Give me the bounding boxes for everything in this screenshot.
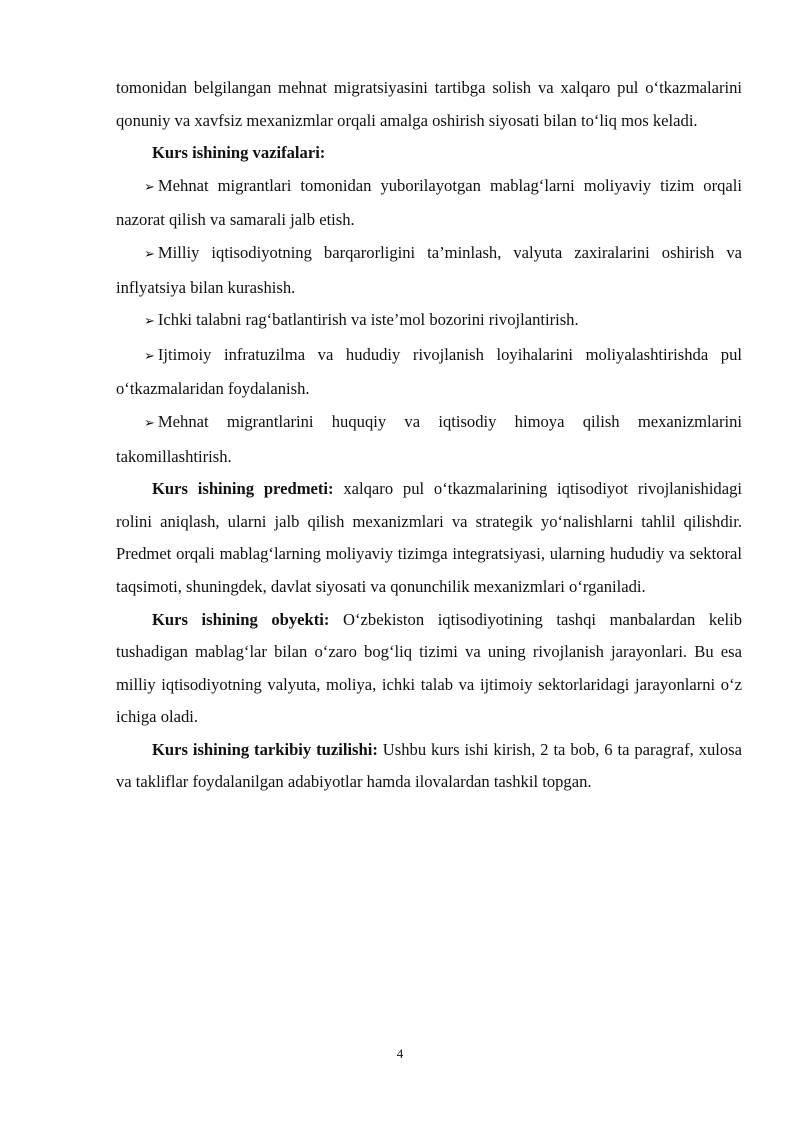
tasks-heading: Kurs ishining vazifalari: — [152, 143, 326, 163]
subject-text: xalqaro pul o‘tkazmalarining iqtisodiyot rivojlanishidagi rolini aniqlash, ularni jalb qilish mexanizmlari va strategik yo‘nalishlarni tahlil qilishdir. Predmet orqali mablag‘larning moliyaviy tizimga integratsiyasi, ularning hududiy va sektoral taqsimoti, shuningdek, davlat siyosati va qonunchilik mexanizmlari o‘rganiladi. — [116, 479, 742, 596]
structure-text: Ushbu kurs ishi kirish, 2 ta bob, 6 ta paragraf, xulosa va takliflar foydalanilgan adabiyotlar hamda ilovalardan tashkil topgan. — [116, 739, 742, 792]
document-page — [116, 72, 742, 799]
task-item-text: Milliy iqtisodiyotning barqarorligini ta’minlash, valyuta zaxiralarini oshirish va inflyatsiya bilan kurashish. — [116, 242, 742, 297]
page-number: 4 — [396, 1046, 404, 1061]
task-item-text: Mehnat migrantlari tomonidan yuborilayotgan mablag‘larni moliyaviy tizim orqali nazorat qilish va samarali jalb etish. — [116, 175, 742, 230]
task-item-4 — [116, 339, 742, 406]
task-item-2 — [116, 237, 742, 304]
intro-paragraph: tomonidan belgilangan mehnat migratsiyasini tartibga solish va xalqaro pul o‘tkazmalarini qonuniy va xavfsiz mexanizmlar orqali amalga oshirish siyosati bilan to‘liq mos keladi. — [116, 78, 742, 130]
object-paragraph — [116, 604, 742, 734]
task-item-3 — [116, 304, 742, 339]
arrow-bullet-icon: ➢ — [144, 246, 155, 262]
arrow-bullet-icon: ➢ — [144, 415, 155, 431]
structure-paragraph — [116, 734, 742, 799]
subject-label: Kurs ishining predmeti: — [152, 479, 334, 499]
tasks-heading-paragraph — [116, 137, 742, 170]
object-label: Kurs ishining obyekti: — [152, 609, 330, 629]
structure-label: Kurs ishining tarkibiy tuzilishi: — [152, 739, 378, 759]
task-item-text: Mehnat migrantlarini huquqiy va iqtisodiy himoya qilish mexanizmlarini takomillashtirish. — [116, 411, 742, 466]
task-item-1 — [116, 170, 742, 237]
arrow-bullet-icon: ➢ — [144, 348, 155, 364]
arrow-bullet-icon: ➢ — [144, 179, 155, 195]
task-item-text: Ichki talabni rag‘batlantirish va iste’mol bozorini rivojlantirish. — [157, 310, 579, 330]
object-text: O‘zbekiston iqtisodiyotining tashqi manbalardan kelib tushadigan mablag‘lar bilan o‘zaro bog‘liq tizimi va uning rivojlanish jarayonlari. Bu esa milliy iqtisodiyotning valyuta, moliya, ichki talab va ijtimoiy sektorlaridagi jarayonlarni o‘z ichiga oladi. — [116, 609, 742, 727]
arrow-bullet-icon: ➢ — [144, 314, 155, 330]
task-item-5 — [116, 406, 742, 473]
subject-paragraph — [116, 473, 742, 603]
task-item-text: Ijtimoiy infratuzilma va hududiy rivojlanish loyihalarini moliyalashtirishda pul o‘tkazmalaridan foydalanish. — [116, 344, 742, 399]
